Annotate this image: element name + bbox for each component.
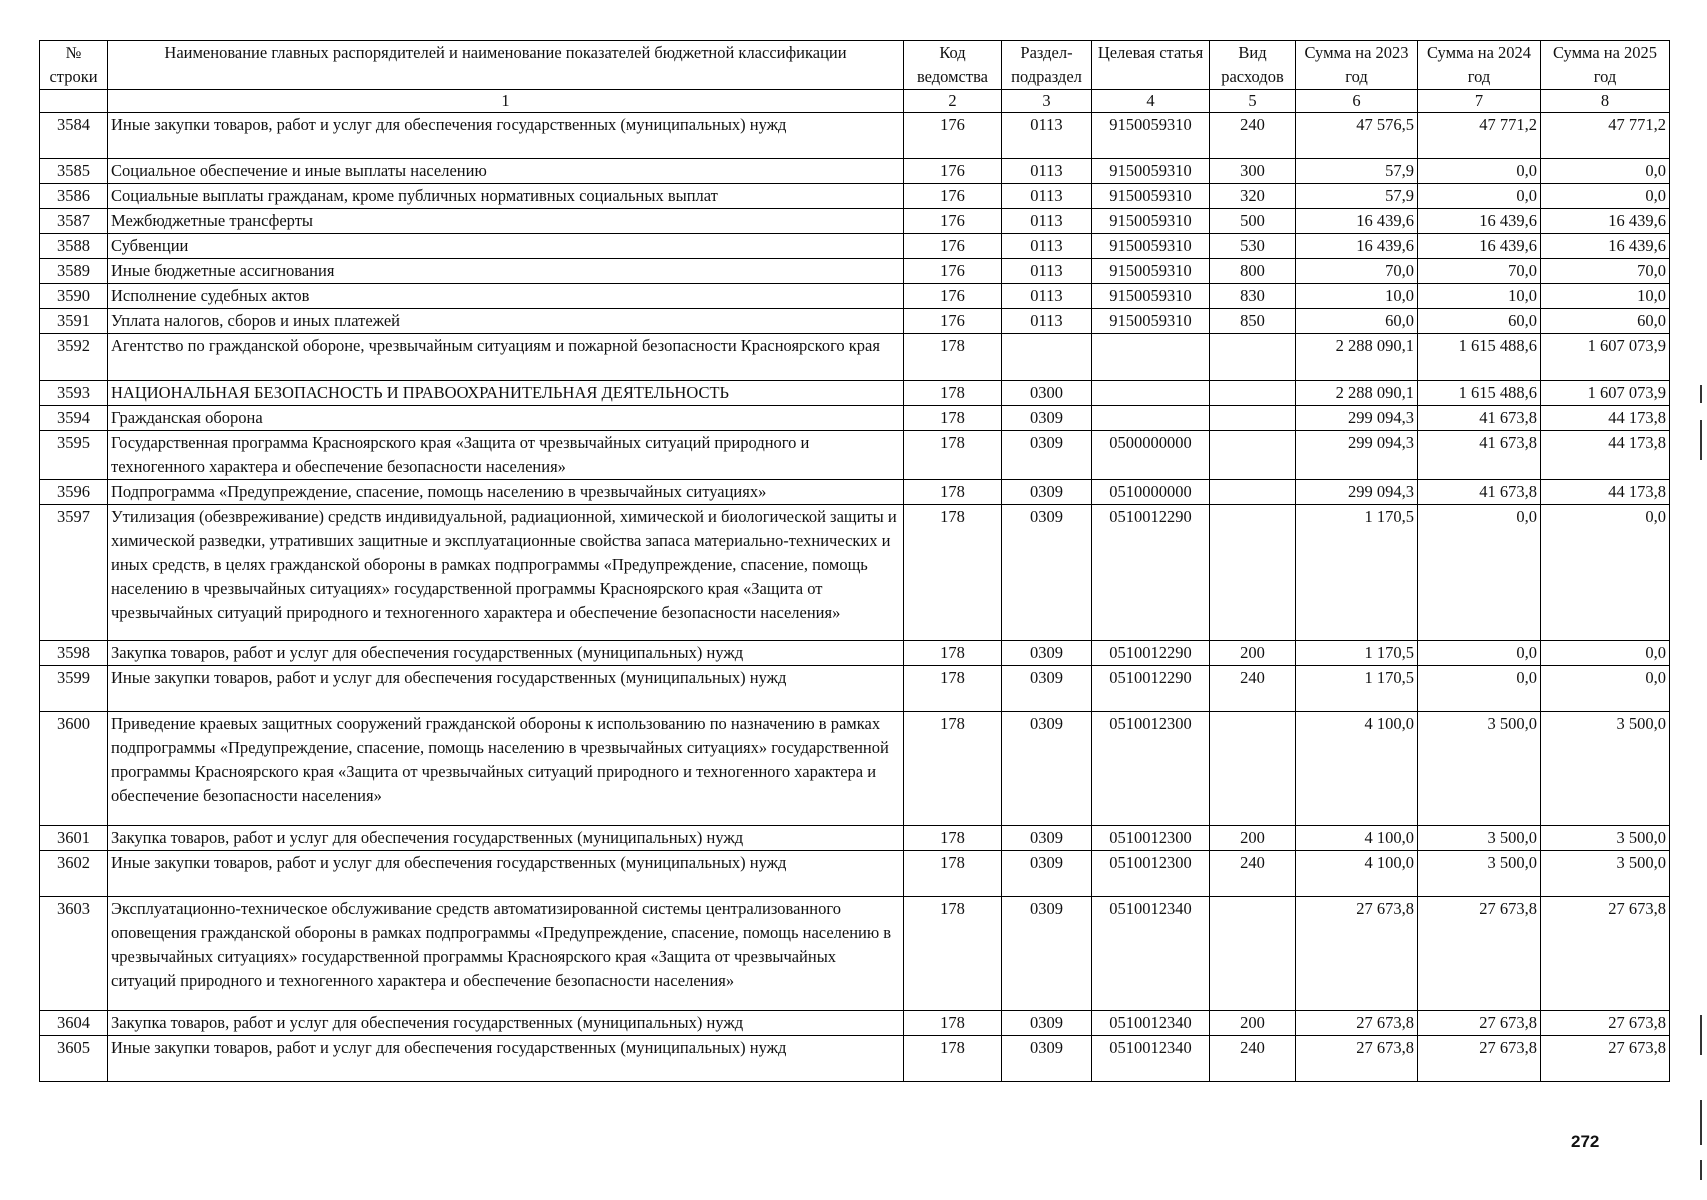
department-code: 178 [904, 1010, 1002, 1035]
sum-2023: 4 100,0 [1296, 825, 1418, 850]
row-name: Подпрограмма «Предупреждение, спасение, помощь населению в чрезвычайных ситуациях» [108, 479, 904, 504]
column-number: 4 [1092, 90, 1210, 113]
row-number: 3587 [40, 209, 108, 234]
sum-2024: 60,0 [1418, 309, 1541, 334]
header-sum-2025: Сумма на 2025 год [1541, 41, 1670, 90]
sum-2023: 60,0 [1296, 309, 1418, 334]
sum-2025: 1 607 073,9 [1541, 380, 1670, 405]
header-row [40, 41, 1670, 90]
section-code: 0300 [1002, 380, 1092, 405]
expense-type [1210, 380, 1296, 405]
department-code: 176 [904, 284, 1002, 309]
department-code: 176 [904, 309, 1002, 334]
sum-2023: 2 288 090,1 [1296, 380, 1418, 405]
column-number: 2 [904, 90, 1002, 113]
department-code: 178 [904, 665, 1002, 711]
expense-type [1210, 897, 1296, 1011]
table-row [40, 430, 1670, 479]
header-department-code: Код ведомства [904, 41, 1002, 90]
target-article: 9150059310 [1092, 113, 1210, 159]
target-article: 9150059310 [1092, 234, 1210, 259]
sum-2025: 16 439,6 [1541, 234, 1670, 259]
section-code: 0309 [1002, 405, 1092, 430]
sum-2023: 16 439,6 [1296, 209, 1418, 234]
column-number: 7 [1418, 90, 1541, 113]
sum-2024: 3 500,0 [1418, 825, 1541, 850]
section-code: 0113 [1002, 309, 1092, 334]
row-name: Социальные выплаты гражданам, кроме публичных нормативных социальных выплат [108, 184, 904, 209]
row-number: 3602 [40, 850, 108, 896]
row-name: Уплата налогов, сборов и иных платежей [108, 309, 904, 334]
header-target-article: Целевая статья [1092, 41, 1210, 90]
row-name: Иные бюджетные ассигнования [108, 259, 904, 284]
department-code: 178 [904, 405, 1002, 430]
expense-type [1210, 712, 1296, 826]
sum-2025: 47 771,2 [1541, 113, 1670, 159]
expense-type: 530 [1210, 234, 1296, 259]
table-row [40, 334, 1670, 380]
target-article: 0510012290 [1092, 504, 1210, 640]
department-code: 178 [904, 479, 1002, 504]
sum-2024: 1 615 488,6 [1418, 334, 1541, 380]
row-number: 3584 [40, 113, 108, 159]
expense-type: 240 [1210, 113, 1296, 159]
department-code: 178 [904, 712, 1002, 826]
expense-type: 200 [1210, 640, 1296, 665]
sum-2024: 41 673,8 [1418, 405, 1541, 430]
expense-type: 200 [1210, 825, 1296, 850]
section-code: 0309 [1002, 897, 1092, 1011]
table-row [40, 405, 1670, 430]
sum-2024: 27 673,8 [1418, 1035, 1541, 1081]
row-name: Гражданская оборона [108, 405, 904, 430]
table-row [40, 850, 1670, 896]
section-code: 0309 [1002, 825, 1092, 850]
sum-2023: 57,9 [1296, 184, 1418, 209]
row-number: 3594 [40, 405, 108, 430]
sum-2024: 70,0 [1418, 259, 1541, 284]
sum-2025: 0,0 [1541, 159, 1670, 184]
row-name: Иные закупки товаров, работ и услуг для обеспечения государственных (муниципальных) нужд [108, 1035, 904, 1081]
row-name: Агентство по гражданской обороне, чрезвычайным ситуациям и пожарной безопасности Красноярского края [108, 334, 904, 380]
header-expense-type: Вид расходов [1210, 41, 1296, 90]
department-code: 176 [904, 113, 1002, 159]
column-number-row [40, 90, 1670, 113]
sum-2023: 57,9 [1296, 159, 1418, 184]
sum-2025: 44 173,8 [1541, 479, 1670, 504]
target-article: 0510012290 [1092, 665, 1210, 711]
expense-type: 240 [1210, 665, 1296, 711]
section-code: 0113 [1002, 113, 1092, 159]
section-code: 0113 [1002, 159, 1092, 184]
row-name: Утилизация (обезвреживание) средств индивидуальной, радиационной, химической и биологической защиты и химической разведки, утративших защитные и эксплуатационные свойства запаса материально-технических и иных средств, в целях гражданской обороны в рамках подпрограммы «Предупреждение, спасение, помощь населению в чрезвычайных ситуациях» государственной программы Красноярского края «Защита от чрезвычайных ситуаций природного и техногенного характера и обеспечение безопасности населения» [108, 504, 904, 640]
sum-2023: 16 439,6 [1296, 234, 1418, 259]
expense-type: 240 [1210, 1035, 1296, 1081]
row-number: 3585 [40, 159, 108, 184]
scan-edge-mark [1700, 1015, 1702, 1055]
row-number: 3589 [40, 259, 108, 284]
expense-type [1210, 504, 1296, 640]
department-code: 176 [904, 234, 1002, 259]
sum-2024: 41 673,8 [1418, 430, 1541, 479]
sum-2025: 16 439,6 [1541, 209, 1670, 234]
header-section: Раздел-подраздел [1002, 41, 1092, 90]
expense-type: 320 [1210, 184, 1296, 209]
row-number: 3588 [40, 234, 108, 259]
sum-2025: 27 673,8 [1541, 1035, 1670, 1081]
department-code: 176 [904, 184, 1002, 209]
target-article: 0510012340 [1092, 1035, 1210, 1081]
sum-2023: 1 170,5 [1296, 504, 1418, 640]
department-code: 178 [904, 430, 1002, 479]
section-code: 0309 [1002, 1035, 1092, 1081]
sum-2024: 16 439,6 [1418, 234, 1541, 259]
department-code: 176 [904, 159, 1002, 184]
sum-2025: 3 500,0 [1541, 825, 1670, 850]
column-number: 1 [108, 90, 904, 113]
scan-edge-mark [1700, 385, 1702, 403]
section-code: 0309 [1002, 665, 1092, 711]
budget-table [39, 40, 1670, 1082]
department-code: 178 [904, 897, 1002, 1011]
sum-2025: 44 173,8 [1541, 430, 1670, 479]
sum-2023: 47 576,5 [1296, 113, 1418, 159]
sum-2023: 1 170,5 [1296, 640, 1418, 665]
column-number: 8 [1541, 90, 1670, 113]
row-number: 3595 [40, 430, 108, 479]
row-number: 3586 [40, 184, 108, 209]
row-number: 3592 [40, 334, 108, 380]
department-code: 178 [904, 504, 1002, 640]
sum-2024: 27 673,8 [1418, 1010, 1541, 1035]
section-code: 0113 [1002, 284, 1092, 309]
sum-2023: 27 673,8 [1296, 1035, 1418, 1081]
table-row [40, 159, 1670, 184]
row-number: 3605 [40, 1035, 108, 1081]
sum-2024: 16 439,6 [1418, 209, 1541, 234]
sum-2025: 44 173,8 [1541, 405, 1670, 430]
department-code: 176 [904, 259, 1002, 284]
sum-2023: 299 094,3 [1296, 405, 1418, 430]
target-article [1092, 380, 1210, 405]
row-number: 3600 [40, 712, 108, 826]
department-code: 178 [904, 640, 1002, 665]
table-row [40, 479, 1670, 504]
table-row [40, 504, 1670, 640]
sum-2023: 2 288 090,1 [1296, 334, 1418, 380]
row-name: Иные закупки товаров, работ и услуг для обеспечения государственных (муниципальных) нужд [108, 850, 904, 896]
sum-2025: 3 500,0 [1541, 850, 1670, 896]
table-row [40, 712, 1670, 826]
row-number: 3597 [40, 504, 108, 640]
sum-2025: 27 673,8 [1541, 1010, 1670, 1035]
row-number: 3591 [40, 309, 108, 334]
section-code: 0309 [1002, 640, 1092, 665]
expense-type: 200 [1210, 1010, 1296, 1035]
expense-type: 850 [1210, 309, 1296, 334]
expense-type [1210, 479, 1296, 504]
table-row [40, 1010, 1670, 1035]
table-row [40, 1035, 1670, 1081]
row-name: Социальное обеспечение и иные выплаты населению [108, 159, 904, 184]
sum-2023: 299 094,3 [1296, 430, 1418, 479]
expense-type [1210, 430, 1296, 479]
sum-2025: 1 607 073,9 [1541, 334, 1670, 380]
expense-type: 830 [1210, 284, 1296, 309]
table-row [40, 259, 1670, 284]
target-article: 0510012300 [1092, 825, 1210, 850]
section-code: 0309 [1002, 479, 1092, 504]
sum-2024: 3 500,0 [1418, 850, 1541, 896]
row-name: Закупка товаров, работ и услуг для обеспечения государственных (муниципальных) нужд [108, 825, 904, 850]
target-article: 9150059310 [1092, 184, 1210, 209]
department-code: 176 [904, 209, 1002, 234]
table-row [40, 665, 1670, 711]
sum-2024: 41 673,8 [1418, 479, 1541, 504]
sum-2024: 10,0 [1418, 284, 1541, 309]
sum-2025: 3 500,0 [1541, 712, 1670, 826]
table-row [40, 209, 1670, 234]
target-article: 0510012290 [1092, 640, 1210, 665]
sum-2024: 0,0 [1418, 159, 1541, 184]
expense-type [1210, 405, 1296, 430]
page-number: 272 [1571, 1132, 1600, 1151]
row-name: Иные закупки товаров, работ и услуг для обеспечения государственных (муниципальных) нужд [108, 113, 904, 159]
table-row [40, 309, 1670, 334]
table-row [40, 113, 1670, 159]
target-article: 9150059310 [1092, 159, 1210, 184]
row-number: 3598 [40, 640, 108, 665]
sum-2024: 3 500,0 [1418, 712, 1541, 826]
sum-2024: 0,0 [1418, 504, 1541, 640]
sum-2025: 0,0 [1541, 640, 1670, 665]
row-name: Закупка товаров, работ и услуг для обеспечения государственных (муниципальных) нужд [108, 1010, 904, 1035]
sum-2023: 70,0 [1296, 259, 1418, 284]
sum-2023: 27 673,8 [1296, 1010, 1418, 1035]
header-sum-2023: Сумма на 2023 год [1296, 41, 1418, 90]
sum-2023: 1 170,5 [1296, 665, 1418, 711]
scan-edge-mark [1700, 1160, 1702, 1180]
row-name: Эксплуатационно-техническое обслуживание средств автоматизированной системы централизованного оповещения гражданской обороны в рамках подпрограммы «Предупреждение, спасение, помощь населению в чрезвычайных ситуациях» государственной программы Красноярского края «Защита от чрезвычайных ситуаций природного и техногенного характера и обеспечение безопасности населения» [108, 897, 904, 1011]
department-code: 178 [904, 334, 1002, 380]
sum-2024: 0,0 [1418, 184, 1541, 209]
header-row-number: № строки [40, 41, 108, 90]
sum-2023: 4 100,0 [1296, 850, 1418, 896]
target-article [1092, 334, 1210, 380]
table-row [40, 640, 1670, 665]
expense-type [1210, 334, 1296, 380]
sum-2025: 0,0 [1541, 184, 1670, 209]
table-row [40, 284, 1670, 309]
sum-2024: 47 771,2 [1418, 113, 1541, 159]
section-code: 0309 [1002, 504, 1092, 640]
row-number: 3601 [40, 825, 108, 850]
sum-2023: 4 100,0 [1296, 712, 1418, 826]
section-code: 0113 [1002, 259, 1092, 284]
sum-2025: 70,0 [1541, 259, 1670, 284]
header-name: Наименование главных распорядителей и наименование показателей бюджетной классификации [108, 41, 904, 90]
table-row [40, 825, 1670, 850]
target-article: 9150059310 [1092, 309, 1210, 334]
sum-2025: 0,0 [1541, 665, 1670, 711]
section-code: 0113 [1002, 184, 1092, 209]
scan-edge-mark [1700, 420, 1702, 460]
department-code: 178 [904, 825, 1002, 850]
sum-2024: 0,0 [1418, 665, 1541, 711]
section-code: 0113 [1002, 209, 1092, 234]
section-code: 0309 [1002, 712, 1092, 826]
sum-2025: 27 673,8 [1541, 897, 1670, 1011]
department-code: 178 [904, 380, 1002, 405]
section-code: 0309 [1002, 430, 1092, 479]
row-name: Иные закупки товаров, работ и услуг для обеспечения государственных (муниципальных) нужд [108, 665, 904, 711]
sum-2025: 60,0 [1541, 309, 1670, 334]
section-code: 0113 [1002, 234, 1092, 259]
section-code: 0309 [1002, 850, 1092, 896]
column-number: 5 [1210, 90, 1296, 113]
row-number: 3604 [40, 1010, 108, 1035]
sum-2024: 1 615 488,6 [1418, 380, 1541, 405]
expense-type: 500 [1210, 209, 1296, 234]
row-name: Закупка товаров, работ и услуг для обеспечения государственных (муниципальных) нужд [108, 640, 904, 665]
row-number: 3593 [40, 380, 108, 405]
table-row [40, 234, 1670, 259]
target-article: 9150059310 [1092, 284, 1210, 309]
target-article: 0510000000 [1092, 479, 1210, 504]
expense-type: 300 [1210, 159, 1296, 184]
scan-edge-mark [1700, 1100, 1702, 1145]
target-article: 0500000000 [1092, 430, 1210, 479]
target-article: 0510012300 [1092, 850, 1210, 896]
sum-2023: 27 673,8 [1296, 897, 1418, 1011]
sum-2025: 10,0 [1541, 284, 1670, 309]
target-article: 0510012340 [1092, 897, 1210, 1011]
row-name: Государственная программа Красноярского края «Защита от чрезвычайных ситуаций природного и техногенного характера и обеспечение безопасности населения» [108, 430, 904, 479]
target-article: 0510012340 [1092, 1010, 1210, 1035]
table-row [40, 184, 1670, 209]
row-number: 3596 [40, 479, 108, 504]
sum-2024: 0,0 [1418, 640, 1541, 665]
row-name: Субвенции [108, 234, 904, 259]
sum-2024: 27 673,8 [1418, 897, 1541, 1011]
row-number: 3603 [40, 897, 108, 1011]
expense-type: 240 [1210, 850, 1296, 896]
section-code [1002, 334, 1092, 380]
department-code: 178 [904, 850, 1002, 896]
target-article: 9150059310 [1092, 209, 1210, 234]
sum-2025: 0,0 [1541, 504, 1670, 640]
column-number [40, 90, 108, 113]
sum-2023: 10,0 [1296, 284, 1418, 309]
department-code: 178 [904, 1035, 1002, 1081]
table-row [40, 897, 1670, 1011]
expense-type: 800 [1210, 259, 1296, 284]
column-number: 6 [1296, 90, 1418, 113]
row-name: Приведение краевых защитных сооружений гражданской обороны к использованию по назначению в рамках подпрограммы «Предупреждение, спасение, помощь населению в чрезвычайных ситуациях» государственной программы Красноярского края «Защита от чрезвычайных ситуаций природного и техногенного характера и обеспечение безопасности населения» [108, 712, 904, 826]
row-name: Межбюджетные трансферты [108, 209, 904, 234]
target-article: 9150059310 [1092, 259, 1210, 284]
section-code: 0309 [1002, 1010, 1092, 1035]
column-number: 3 [1002, 90, 1092, 113]
target-article [1092, 405, 1210, 430]
table-row [40, 380, 1670, 405]
sum-2023: 299 094,3 [1296, 479, 1418, 504]
header-sum-2024: Сумма на 2024 год [1418, 41, 1541, 90]
row-name: НАЦИОНАЛЬНАЯ БЕЗОПАСНОСТЬ И ПРАВООХРАНИТЕЛЬНАЯ ДЕЯТЕЛЬНОСТЬ [108, 380, 904, 405]
row-number: 3599 [40, 665, 108, 711]
row-name: Исполнение судебных актов [108, 284, 904, 309]
row-number: 3590 [40, 284, 108, 309]
target-article: 0510012300 [1092, 712, 1210, 826]
